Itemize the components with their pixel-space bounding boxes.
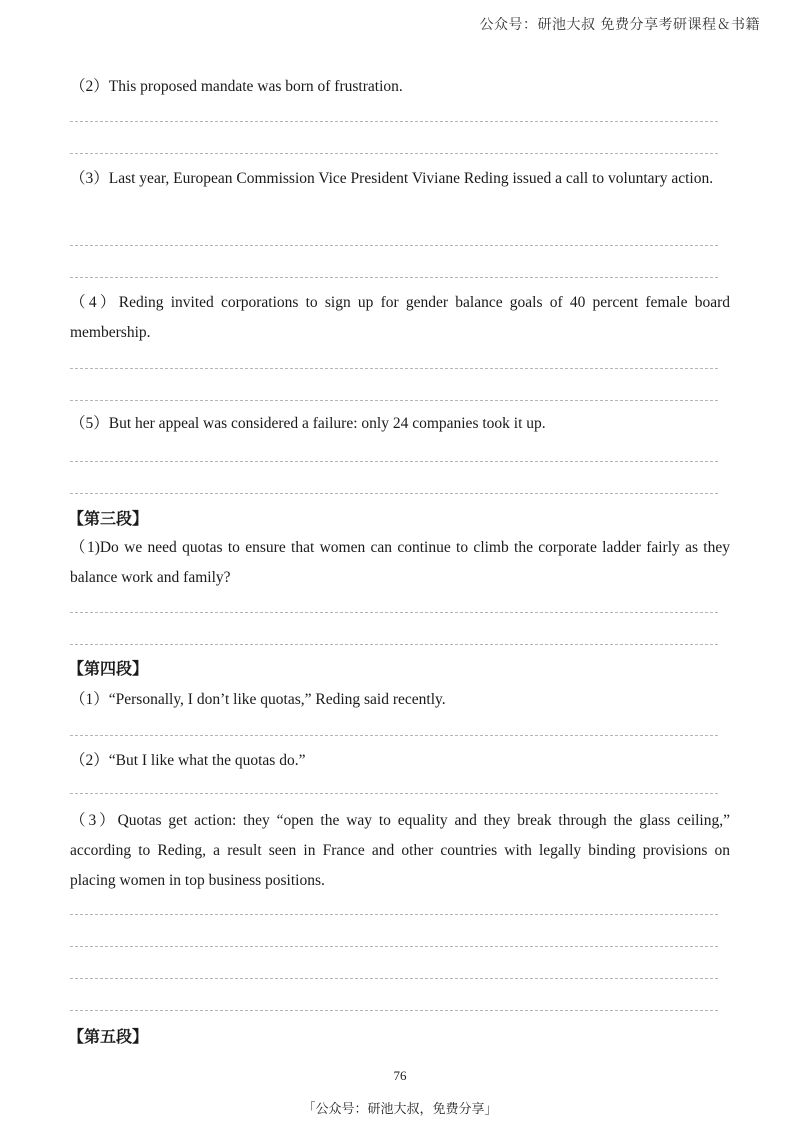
- answer-line[interactable]: [70, 914, 718, 915]
- sentence-item: （3）Last year, European Commission Vice President Viviane Reding issued a call to voluntary action.: [70, 170, 714, 187]
- page-number: 76: [393, 1068, 407, 1083]
- sentence-item: （5）But her appeal was considered a failure: only 24 companies took it up.: [70, 415, 546, 432]
- answer-line[interactable]: [70, 493, 718, 494]
- section-heading-third: 【第三段】: [68, 509, 149, 528]
- answer-line[interactable]: [70, 277, 718, 278]
- header-note: 公众号：研池大叔 免费分享考研课程＆书籍: [479, 17, 760, 33]
- answer-line[interactable]: [70, 978, 718, 979]
- answer-line[interactable]: [70, 735, 718, 736]
- sentence-item: （3）Quotas get action: they “open the way to equality and they break through the glass ceiling,” according to Reding, a result seen in France and other countries with legally binding provisions on placing women in top business positions.: [70, 812, 730, 889]
- answer-line[interactable]: [70, 368, 718, 369]
- answer-line[interactable]: [70, 946, 718, 947]
- section-heading-fifth: 【第五段】: [68, 1027, 149, 1046]
- answer-line[interactable]: [70, 644, 718, 645]
- sentence-item: （1)Do we need quotas to ensure that women can continue to climb the corporate ladder fairly as they balance work and family?: [70, 539, 730, 586]
- answer-line[interactable]: [70, 245, 718, 246]
- answer-line[interactable]: [70, 153, 718, 154]
- answer-line[interactable]: [70, 121, 718, 122]
- sentence-item: （1）“Personally, I don’t like quotas,” Reding said recently.: [70, 691, 446, 708]
- answer-line[interactable]: [70, 793, 718, 794]
- answer-line[interactable]: [70, 400, 718, 401]
- section-heading-fourth: 【第四段】: [68, 659, 149, 678]
- answer-line[interactable]: [70, 1010, 718, 1011]
- sentence-item: （2）“But I like what the quotas do.”: [70, 752, 306, 769]
- sentence-item: （2）This proposed mandate was born of frustration.: [70, 78, 403, 95]
- answer-line[interactable]: [70, 612, 718, 613]
- answer-line[interactable]: [70, 461, 718, 462]
- footer-note: 「公众号：研池大叔，免费分享」: [302, 1102, 498, 1117]
- sentence-item: （4）Reding invited corporations to sign up for gender balance goals of 40 percent female board membership.: [70, 294, 730, 341]
